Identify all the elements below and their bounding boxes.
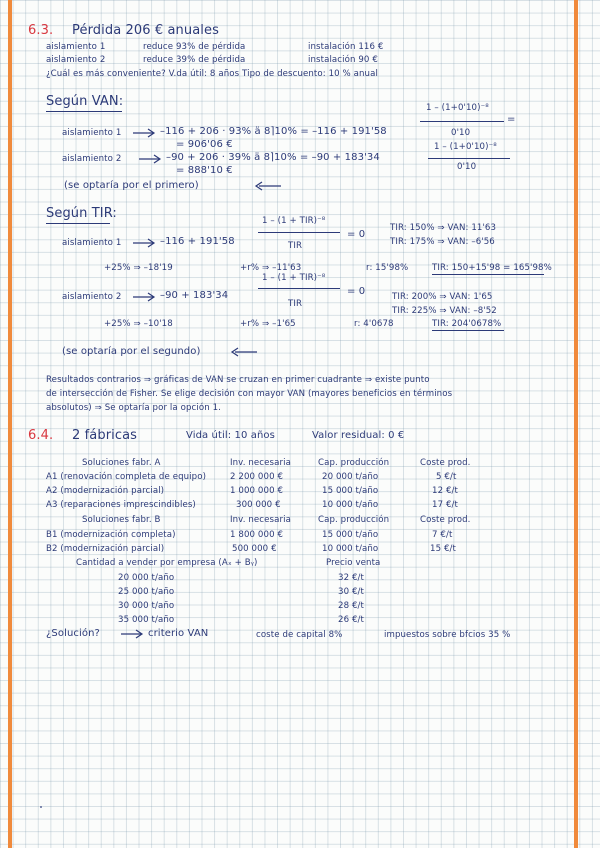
- p64-col-inversion-b: Inv. necesaria: [230, 515, 291, 525]
- tir-a1-fraction-numerator: 1 – (1 + TIR)⁻⁸: [262, 216, 326, 226]
- p64-demand-row-3-price: 28 €/t: [338, 601, 364, 611]
- p64-col-inversion: Inv. necesaria: [230, 458, 291, 468]
- p64-b-title: Soluciones fabr. B: [82, 515, 161, 525]
- p64-a2-coste: 12 €/t: [432, 486, 458, 496]
- tir-a2-fraction-numerator: 1 – (1 + TIR)⁻⁸: [262, 273, 326, 283]
- results-line-3: absolutos) ⇒ Se optaría por la opción 1.: [46, 403, 221, 413]
- p64-demand-row-1-price: 32 €/t: [338, 573, 364, 583]
- p64-a2-cap: 15 000 t/año: [322, 486, 379, 496]
- p64-impuestos: impuestos sobre bfcios 35 %: [384, 630, 511, 640]
- p63-question: ¿Cuál es más conveniente? V.da útil: 8 años Tipo de descuento: 10 % anual: [46, 69, 378, 79]
- arrow-icon: [132, 238, 156, 248]
- van-a2-fraction-denominator: 0'10: [457, 162, 477, 172]
- tir-a2-result: TIR: 204'0678%: [432, 319, 502, 329]
- van-conclusion: (se optaría por el primero): [64, 180, 199, 191]
- van-a1-fraction-numerator: 1 – (1+0'10)⁻⁸: [426, 103, 489, 113]
- p64-question: ¿Solución?: [46, 628, 100, 639]
- tir-a1-interp-2: +r% ⇒ –11'63: [240, 263, 302, 273]
- tir-conclusion: (se optaría por el segundo): [62, 346, 201, 357]
- results-line-2: de intersección de Fisher. Se elige decisión con mayor VAN (mayores beneficios en términos: [46, 389, 453, 399]
- tir-a1-interp-1: +25% ⇒ –18'19: [104, 263, 173, 273]
- p64-coste-capital: coste de capital 8%: [256, 630, 343, 640]
- tir-a1-fraction-denominator: TIR: [288, 241, 303, 251]
- tir-a2-fraction-denominator: TIR: [288, 299, 303, 309]
- tir-a2-equals-zero: = 0: [347, 286, 366, 297]
- p63-a1-install: instalación 116 €: [308, 42, 384, 52]
- p64-a3-name: A3 (reparaciones imprescindibles): [46, 500, 196, 510]
- p64-b2-inv: 500 000 €: [232, 544, 277, 554]
- p64-b2-coste: 15 €/t: [430, 544, 456, 554]
- p64-demand-row-1-qty: 20 000 t/año: [118, 573, 175, 583]
- tir-a2-result-underline: [432, 330, 504, 331]
- tir-a2-r: r: 4'0678: [354, 319, 394, 329]
- p64-a3-cap: 10 000 t/año: [322, 500, 379, 510]
- p64-b1-name: B1 (modernización completa): [46, 530, 176, 540]
- p64-col-coste: Coste prod.: [420, 458, 471, 468]
- p64-demand-row-3-qty: 30 000 t/año: [118, 601, 175, 611]
- tir-a1-trial-1: TIR: 150% ⇒ VAN: 11'63: [390, 223, 497, 233]
- p64-a2-inv: 1 000 000 €: [230, 486, 284, 496]
- p64-b2-name: B2 (modernización parcial): [46, 544, 165, 554]
- tir-a1-trial-2: TIR: 175% ⇒ VAN: –6'56: [390, 237, 495, 247]
- results-line-1: Resultados contrarios ⇒ gráficas de VAN se cruzan en primer cuadrante ⇒ existe punto: [46, 375, 430, 385]
- tir-a1-result-underline: [432, 274, 544, 275]
- p63-a1-reduce: reduce 93% de pérdida: [143, 42, 246, 52]
- pencil-mark: [40, 806, 42, 808]
- problem-number-63: 6.3.: [28, 23, 54, 38]
- van-heading: Según VAN:: [46, 94, 124, 109]
- p64-b1-cap: 15 000 t/año: [322, 530, 379, 540]
- p64-b1-coste: 7 €/t: [432, 530, 453, 540]
- p63-a2-reduce: reduce 39% de pérdida: [143, 55, 246, 65]
- p64-demand-row-4-price: 26 €/t: [338, 615, 364, 625]
- tir-a2-trial-1: TIR: 200% ⇒ VAN: 1'65: [392, 292, 493, 302]
- van-heading-underline: [46, 111, 122, 112]
- arrow-left-icon: [254, 181, 282, 191]
- arrow-left-icon: [230, 347, 258, 357]
- tir-a1-r: r: 15'98%: [366, 263, 409, 273]
- tir-a2-trial-2: TIR: 225% ⇒ VAN: –8'52: [392, 306, 497, 316]
- p64-valor-residual: Valor residual: 0 €: [312, 430, 405, 441]
- tir-a2-fraction-bar: [258, 288, 340, 289]
- tir-a1-label: aislamiento 1: [62, 238, 122, 248]
- p63-a2-label: aislamiento 2: [46, 55, 106, 65]
- van-a2-label: aislamiento 2: [62, 154, 122, 164]
- arrow-icon: [132, 292, 156, 302]
- p64-vida-util: Vida útil: 10 años: [186, 430, 275, 441]
- tir-a1-result: TIR: 150+15'98 = 165'98%: [432, 263, 552, 273]
- p63-a2-install: instalación 90 €: [308, 55, 378, 65]
- p64-a1-inv: 2 200 000 €: [230, 472, 284, 482]
- van-a1-label: aislamiento 1: [62, 128, 122, 138]
- arrow-icon: [132, 128, 156, 138]
- p64-col-coste-b: Coste prod.: [420, 515, 471, 525]
- van-a2-result: = 888'10 €: [176, 165, 233, 176]
- p64-price-title: Precio venta: [326, 558, 381, 568]
- problem-64-header: 2 fábricas: [72, 428, 138, 443]
- right-margin-line: [574, 0, 578, 848]
- van-a2-fraction-bar: [428, 158, 510, 159]
- p64-a2-name: A2 (modernización parcial): [46, 486, 165, 496]
- p64-demand-row-4-qty: 35 000 t/año: [118, 615, 175, 625]
- tir-a1-expression: –116 + 191'58: [160, 236, 235, 247]
- tir-a1-equals-zero: = 0: [347, 229, 366, 240]
- van-a1-fraction-denominator: 0'10: [451, 128, 471, 138]
- p64-a3-coste: 17 €/t: [432, 500, 458, 510]
- p64-col-capacidad-b: Cap. producción: [318, 515, 390, 525]
- van-a2-fraction-numerator: 1 – (1+0'10)⁻⁸: [434, 142, 497, 152]
- tir-a2-interp-2: +r% ⇒ –1'65: [240, 319, 296, 329]
- left-margin-line: [8, 0, 12, 848]
- p64-a3-inv: 300 000 €: [236, 500, 281, 510]
- p64-a-title: Soluciones fabr. A: [82, 458, 161, 468]
- arrow-icon: [120, 629, 144, 639]
- p64-a1-name: A1 (renovación completa de equipo): [46, 472, 207, 482]
- van-a1-result: = 906'06 €: [176, 139, 233, 150]
- problem-63-header: Pérdida 206 € anuales: [72, 23, 219, 38]
- p64-criterio: criterio VAN: [148, 628, 209, 639]
- tir-heading-underline: [46, 223, 110, 224]
- tir-heading: Según TIR:: [46, 206, 117, 221]
- p64-b1-inv: 1 800 000 €: [230, 530, 284, 540]
- p64-col-capacidad: Cap. producción: [318, 458, 390, 468]
- tir-a2-label: aislamiento 2: [62, 292, 122, 302]
- tir-a2-expression: –90 + 183'34: [160, 290, 229, 301]
- tir-a1-fraction-bar: [258, 232, 340, 233]
- van-a1-fraction-bar: [420, 121, 504, 122]
- van-a2-expression: –90 + 206 · 39% ä 8⌉10% = –90 + 183'34: [166, 152, 380, 163]
- tir-a2-interp-1: +25% ⇒ –10'18: [104, 319, 173, 329]
- van-a1-equals: =: [507, 114, 516, 125]
- arrow-icon: [138, 154, 162, 164]
- p64-demand-row-2-qty: 25 000 t/año: [118, 587, 175, 597]
- p63-a1-label: aislamiento 1: [46, 42, 106, 52]
- p64-demand-title: Cantidad a vender por empresa (Aₓ + Bᵧ): [76, 558, 258, 568]
- p64-b2-cap: 10 000 t/año: [322, 544, 379, 554]
- p64-demand-row-2-price: 30 €/t: [338, 587, 364, 597]
- p64-a1-cap: 20 000 t/año: [322, 472, 379, 482]
- problem-number-64: 6.4.: [28, 428, 54, 443]
- p64-a1-coste: 5 €/t: [436, 472, 457, 482]
- van-a1-expression: –116 + 206 · 93% ä 8⌉10% = –116 + 191'58: [160, 126, 387, 137]
